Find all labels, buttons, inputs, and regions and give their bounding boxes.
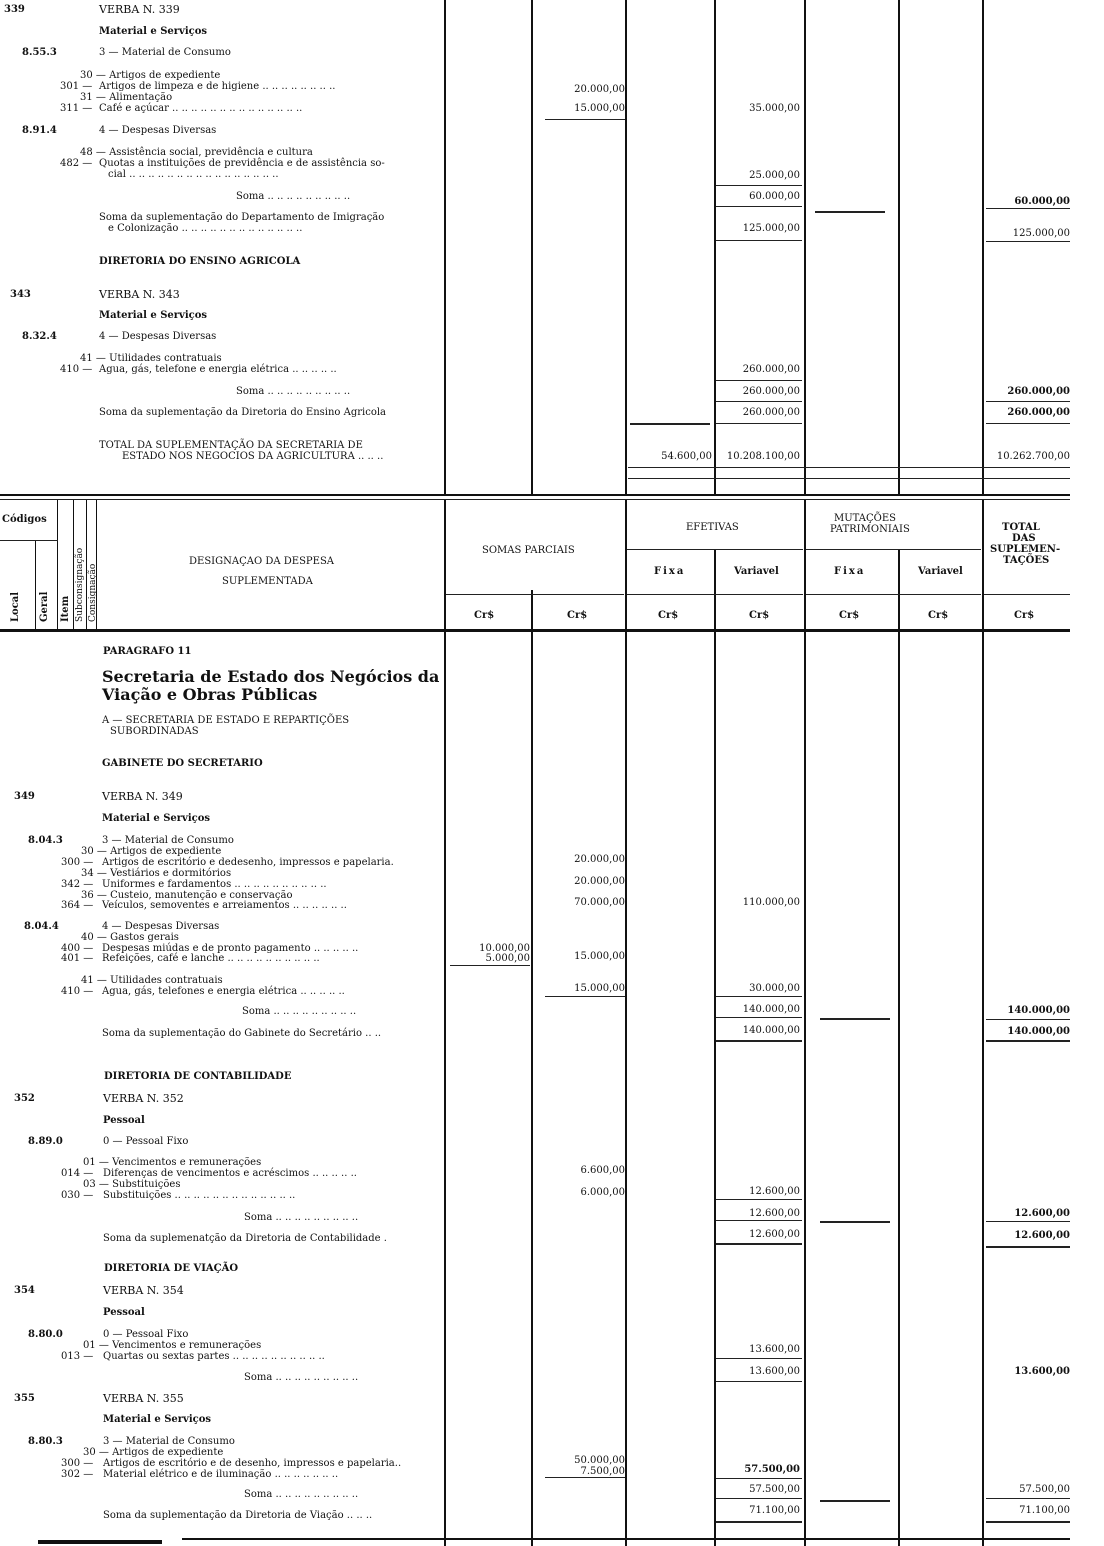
value: 140.000,00	[742, 1004, 800, 1015]
value: 25.000,00	[749, 170, 800, 181]
col-rule-5	[804, 0, 806, 1546]
line-text: 01 — Vencimentos e remunerações	[83, 1340, 262, 1351]
verba-title: VERBA N. 354	[103, 1284, 184, 1297]
verba-code: 354	[14, 1285, 35, 1296]
line-text: e Colonização .. .. .. .. .. .. .. .. .. .. .. .. ..	[108, 223, 303, 234]
secretaria-title: Secretaria de Estado dos Negócios da	[102, 667, 440, 686]
total-value: 13.600,00	[1014, 1366, 1070, 1377]
line-text: 3 — Material de Consumo	[99, 47, 231, 58]
line-text: Soma da suplementação da Diretoria do Ensino Agricola	[99, 407, 387, 418]
line-text: 3 — Material de Consumo	[103, 1436, 235, 1447]
total-value: 12.600,00	[1014, 1230, 1070, 1241]
value: 6.600,00	[580, 1165, 625, 1176]
value: 35.000,00	[749, 103, 800, 114]
col-rule-4	[714, 0, 716, 1546]
value: 13.600,00	[749, 1366, 800, 1377]
value: 260.000,00	[742, 364, 800, 375]
col-rule-6	[898, 0, 900, 1546]
header-suplementada: SUPLEMENTADA	[222, 576, 313, 587]
soma-label: Soma .. .. .. .. .. .. .. .. ..	[242, 1006, 357, 1017]
code: 364 —	[61, 900, 94, 911]
line-text: Artigos de limpeza e de higiene .. .. .. .. .. .. .. ..	[99, 81, 336, 92]
code: 400 —	[61, 943, 94, 954]
value: 54.600,00	[661, 451, 712, 462]
header-currency: Cr$	[1014, 610, 1035, 621]
soma-label: Soma .. .. .. .. .. .. .. .. ..	[244, 1372, 359, 1383]
header-somas-parciais: SOMAS PARCIAIS	[482, 545, 575, 556]
line-text: Quartas ou sextas partes .. .. .. .. .. .. .. .. .. ..	[103, 1351, 325, 1362]
value: 5.000,00	[485, 953, 530, 964]
header-patrimoniais: PATRIMONIAIS	[830, 524, 910, 535]
total-label: ESTADO NOS NEGOCIOS DA AGRICULTURA .. .. ..	[122, 451, 384, 462]
value: 15.000,00	[574, 103, 625, 114]
header-variavel: Variavel	[734, 566, 779, 577]
col-rule-3	[625, 0, 627, 1546]
line-text: Café e açúcar .. .. .. .. .. .. .. .. .. .. .. .. .. ..	[99, 103, 303, 114]
line-text: 0 — Pessoal Fixo	[103, 1136, 189, 1147]
value: 125.000,00	[742, 223, 800, 234]
paragraph-heading: PARAGRAFO 11	[103, 646, 192, 657]
code: 301 —	[60, 81, 93, 92]
value: 7.500,00	[580, 1466, 625, 1477]
line-text: 34 — Vestiários e dormitórios	[81, 868, 232, 879]
line-text: Artigos de escritório e dedesenho, impressos e papelaria.	[102, 857, 394, 868]
secretaria-title: Viação e Obras Públicas	[102, 685, 318, 704]
code: 8.80.0	[28, 1329, 63, 1340]
header-tacoes: TAÇÕES	[1003, 555, 1050, 566]
value: 20.000,00	[574, 854, 625, 865]
value: 57.500,00	[749, 1484, 800, 1495]
line-text: Veículos, semoventes e arreiamentos .. .. .. .. .. ..	[102, 900, 347, 911]
code: 410 —	[61, 986, 94, 997]
section-subtitle: Pessoal	[103, 1115, 145, 1126]
value: 70.000,00	[574, 897, 625, 908]
header-local: Local	[10, 591, 21, 622]
line-text: Agua, gás, telefone e energia elétrica .. .. .. .. ..	[99, 364, 337, 375]
total-value: 260.000,00	[1007, 386, 1070, 397]
code: 8.91.4	[22, 125, 57, 136]
code: 013 —	[61, 1351, 94, 1362]
value: 6.000,00	[580, 1187, 625, 1198]
total-value: 140.000,00	[1007, 1026, 1070, 1037]
verba-title: VERBA N. 349	[102, 790, 183, 803]
line-text: SUBORDINADAS	[110, 726, 199, 737]
verba-title: VERBA N. 343	[99, 288, 180, 301]
verba-code: 349	[14, 791, 35, 802]
section-subtitle: Material e Serviços	[102, 813, 211, 824]
line-text: Soma da suplemenatção da Diretoria de Contabilidade .	[103, 1233, 387, 1244]
value: 260.000,00	[742, 386, 800, 397]
header-currency: Cr$	[567, 610, 588, 621]
line-text: Quotas a instituições de previdência e de assistência so-	[99, 158, 385, 169]
section-subtitle: Pessoal	[103, 1307, 145, 1318]
line-text: 41 — Utilidades contratuais	[81, 975, 223, 986]
verba-code: 343	[10, 289, 31, 300]
header-variavel: Variavel	[918, 566, 963, 577]
value: 110.000,00	[742, 897, 800, 908]
total-value: 12.600,00	[1014, 1208, 1070, 1219]
header-fixa: Fixa	[834, 566, 866, 577]
line-text: Despesas miúdas e de pronto pagamento .. .. .. .. ..	[102, 943, 359, 954]
total-value: 260.000,00	[1007, 407, 1070, 418]
header-geral: Geral	[39, 591, 50, 622]
header-currency: Cr$	[474, 610, 495, 621]
line-text: 40 — Gastos gerais	[81, 932, 179, 943]
value: 71.100,00	[749, 1505, 800, 1516]
line-text: Substituições .. .. .. .. .. .. .. .. .. .. .. .. ..	[103, 1190, 296, 1201]
value: 260.000,00	[742, 407, 800, 418]
line-text: 4 — Despesas Diversas	[99, 331, 217, 342]
value: 57.500,00	[744, 1464, 800, 1475]
header-mutacoes: MUTAÇÕES	[834, 513, 897, 524]
code: 300 —	[61, 857, 94, 868]
code: 8.89.0	[28, 1136, 63, 1147]
total-value: 57.500,00	[1019, 1484, 1070, 1495]
soma-label: Soma .. .. .. .. .. .. .. .. ..	[236, 191, 351, 202]
verba-title: VERBA N. 355	[103, 1392, 184, 1405]
header-suplemen: SUPLEMEN-	[990, 544, 1061, 555]
verba-code: 339	[4, 4, 25, 15]
total-value: 10.262.700,00	[996, 451, 1070, 462]
section-subtitle: Material e Serviços	[99, 26, 208, 37]
line-text: 4 — Despesas Diversas	[102, 921, 220, 932]
value: 20.000,00	[574, 876, 625, 887]
header-item: Item	[60, 595, 71, 622]
code: 410 —	[60, 364, 93, 375]
section-heading: GABINETE DO SECRETARIO	[102, 758, 263, 769]
soma-label: Soma .. .. .. .. .. .. .. .. ..	[244, 1489, 359, 1500]
line-text: 01 — Vencimentos e remunerações	[83, 1157, 262, 1168]
header-currency: Cr$	[658, 610, 679, 621]
header-currency: Cr$	[839, 610, 860, 621]
code: 300 —	[61, 1458, 94, 1469]
code: 030 —	[61, 1190, 94, 1201]
line-text: Soma da suplementação do Gabinete do Secretário .. ..	[102, 1028, 382, 1039]
value: 15.000,00	[574, 951, 625, 962]
code: 8.32.4	[22, 331, 57, 342]
value: 12.600,00	[749, 1208, 800, 1219]
code: 401 —	[61, 953, 94, 964]
header-currency: Cr$	[749, 610, 770, 621]
section-subtitle: Material e Serviços	[103, 1414, 212, 1425]
code: 8.04.3	[28, 835, 63, 846]
value: 10.208.100,00	[726, 451, 800, 462]
line-text: 48 — Assistência social, previdência e cultura	[80, 147, 313, 158]
line-text: 30 — Artigos de expediente	[80, 70, 221, 81]
code: 482 —	[60, 158, 93, 169]
total-value: 60.000,00	[1014, 196, 1070, 207]
code: 8.55.3	[22, 47, 57, 58]
value: 15.000,00	[574, 983, 625, 994]
header-fixa: Fixa	[654, 566, 686, 577]
section-heading: DIRETORIA DE VIAÇÃO	[104, 1263, 239, 1274]
value: 12.600,00	[749, 1229, 800, 1240]
line-text: Soma da suplementação da Diretoria de Viação .. .. ..	[103, 1510, 373, 1521]
value: 20.000,00	[574, 84, 625, 95]
value: 140.000,00	[742, 1025, 800, 1036]
section-subtitle: Material e Serviços	[99, 310, 208, 321]
line-text: cial .. .. .. .. .. .. .. .. .. .. .. .. .. .. .. ..	[108, 169, 279, 180]
header-total: TOTAL	[1002, 522, 1040, 533]
line-text: 41 — Utilidades contratuais	[80, 353, 222, 364]
header-designacao: DESIGNAÇAO DA DESPESA	[189, 556, 335, 567]
total-value: 71.100,00	[1019, 1505, 1070, 1516]
section-heading: DIRETORIA DE CONTABILIDADE	[104, 1071, 292, 1082]
line-text: Artigos de escritório e de desenho, impressos e papelaria..	[103, 1458, 402, 1469]
header-subconsignacao: Subconsignação	[75, 547, 85, 622]
code: 342 —	[61, 879, 94, 890]
line-text: 0 — Pessoal Fixo	[103, 1329, 189, 1340]
line-text: 3 — Material de Consumo	[102, 835, 234, 846]
line-text: Material elétrico e de iluminação .. .. .. .. .. .. ..	[103, 1469, 339, 1480]
col-rule-1	[444, 0, 446, 1546]
line-text: Uniformes e fardamentos .. .. .. .. .. .. .. .. .. ..	[102, 879, 327, 890]
header-consignacao: Consignação	[88, 563, 98, 622]
total-label: TOTAL DA SUPLEMENTAÇÃO DA SECRETARIA DE	[99, 440, 363, 451]
line-text: 31 — Alimentação	[80, 92, 173, 103]
soma-label: Soma .. .. .. .. .. .. .. .. ..	[236, 386, 351, 397]
header-currency: Cr$	[928, 610, 949, 621]
line-text: Refeições, café e lanche .. .. .. .. .. .. .. .. .. ..	[102, 953, 320, 964]
value: 12.600,00	[749, 1186, 800, 1197]
soma-label: Soma .. .. .. .. .. .. .. .. ..	[244, 1212, 359, 1223]
header-codigos: Códigos	[2, 514, 47, 525]
line-text: 4 — Despesas Diversas	[99, 125, 217, 136]
col-rule-2	[531, 0, 533, 1546]
code: 302 —	[61, 1469, 94, 1480]
value: 60.000,00	[749, 191, 800, 202]
verba-code: 355	[14, 1393, 35, 1404]
line-text: 30 — Artigos de expediente	[81, 846, 222, 857]
header-das: DAS	[1012, 533, 1036, 544]
value: 30.000,00	[749, 983, 800, 994]
line-text: 36 — Custeio, manutenção e conservação	[81, 890, 293, 901]
verba-title: VERBA N. 339	[99, 3, 180, 16]
code: 8.04.4	[24, 921, 59, 932]
line-text: Agua, gás, telefones e energia elétrica .. .. .. .. ..	[102, 986, 345, 997]
code: 014 —	[61, 1168, 94, 1179]
line-text: Diferenças de vencimentos e acréscimos .. .. .. .. ..	[103, 1168, 357, 1179]
verba-code: 352	[14, 1093, 35, 1104]
line-text: 30 — Artigos de expediente	[83, 1447, 224, 1458]
line-text: 03 — Substituições	[83, 1179, 181, 1190]
value: 10.000,00	[479, 943, 530, 954]
verba-title: VERBA N. 352	[103, 1092, 184, 1105]
total-value: 125.000,00	[1012, 228, 1070, 239]
line-text: A — SECRETARIA DE ESTADO E REPARTIÇÕES	[102, 715, 350, 726]
value: 13.600,00	[749, 1344, 800, 1355]
code: 8.80.3	[28, 1436, 63, 1447]
code: 311 —	[60, 103, 93, 114]
col-rule-7	[982, 0, 984, 1546]
value: 50.000,00	[574, 1455, 625, 1466]
total-value: 140.000,00	[1007, 1005, 1070, 1016]
header-efetivas: EFETIVAS	[686, 522, 739, 533]
line-text: Soma da suplementação do Departamento de Imigração	[99, 212, 385, 223]
section-heading: DIRETORIA DO ENSINO AGRICOLA	[99, 256, 301, 267]
